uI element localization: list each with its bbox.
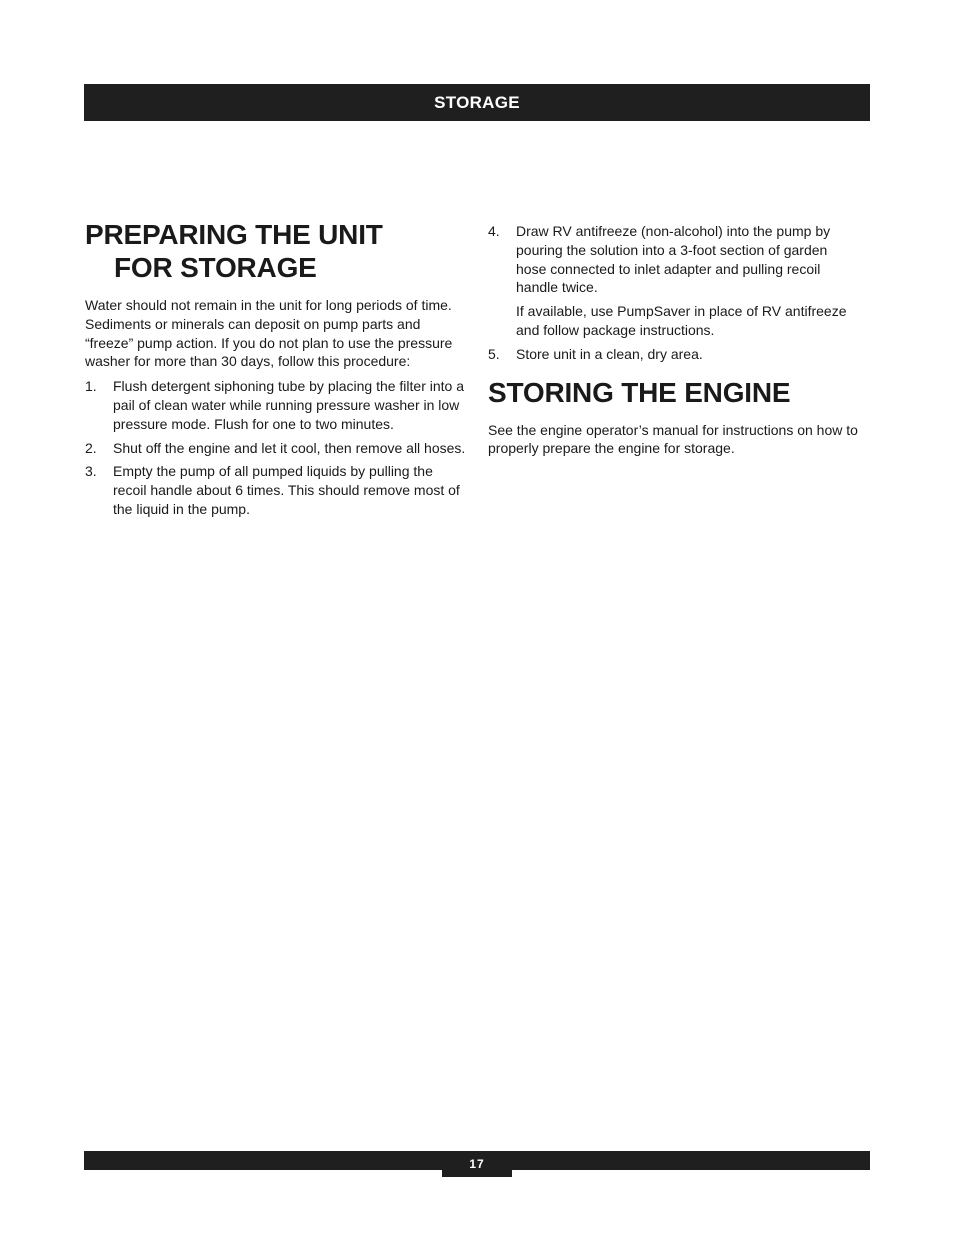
procedure-step (488, 222, 860, 340)
step-number: 3. (85, 463, 97, 480)
step-number: 4. (488, 223, 500, 239)
procedure-list-continued (488, 222, 860, 364)
step-text: Draw RV antifreeze (non-alcohol) into the pump by pouring the solution into a 3-foot section of garden hose connected to inlet adapter and pulling recoil handle twice. (516, 223, 831, 296)
page-number-tab (442, 1151, 512, 1177)
heading-line-2: FOR STORAGE (114, 252, 317, 283)
procedure-step (85, 462, 467, 518)
step-text: Shut off the engine and let it cool, then remove all hoses. (113, 439, 466, 456)
procedure-step (488, 345, 860, 364)
heading-line-1: PREPARING THE UNIT (85, 219, 383, 250)
step-number: 2. (85, 439, 97, 456)
step-number: 1. (85, 378, 97, 395)
intro-paragraph: Water should not remain in the unit for long periods of time. Sediments or minerals can deposit on pump parts and “freeze” pump action. If you do not plan to use the pressure washer for more than 30 days, follow this procedure: (85, 297, 453, 370)
page-number: 17 (469, 1157, 485, 1171)
step-note: If available, use PumpSaver in place of RV antifreeze and follow package instructions. (516, 303, 847, 338)
step-text: Flush detergent siphoning tube by placing the filter into a pail of clean water while running pressure washer in low pressure mode. Flush for one to two minutes. (113, 378, 465, 432)
section-header-bar (84, 84, 870, 121)
step-text: Store unit in a clean, dry area. (516, 345, 703, 362)
preparing-unit-heading (85, 218, 467, 284)
step-text: Empty the pump of all pumped liquids by pulling the recoil handle about 6 times. This should remove most of the liquid in the pump. (113, 463, 460, 517)
procedure-step (85, 439, 467, 458)
step-number: 5. (488, 345, 500, 362)
storing-engine-paragraph: See the engine operator’s manual for instructions on how to properly prepare the engine for storage. (488, 421, 858, 457)
procedure-step (85, 377, 467, 433)
storing-engine-heading: STORING THE ENGINE (488, 376, 791, 408)
right-column (488, 222, 860, 458)
left-column (85, 218, 467, 524)
procedure-list (85, 377, 467, 519)
section-header-title: STORAGE (434, 92, 520, 112)
